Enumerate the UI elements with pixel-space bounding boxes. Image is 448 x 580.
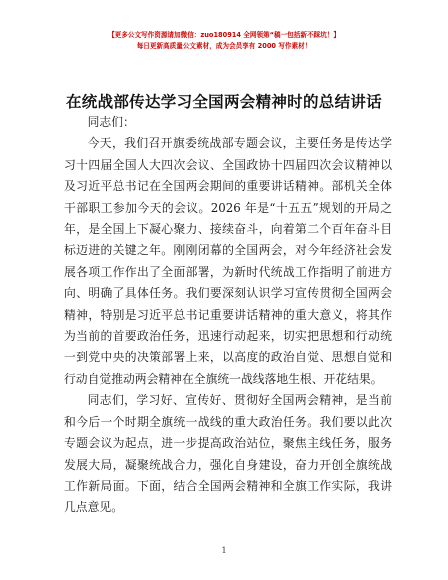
promo-banner-line-2: 每日更新高质量公文素材，成为会员享有 2000 写作素材！ (136, 42, 312, 50)
document-body (64, 112, 392, 519)
paragraph-2: 同志们，学习好、宣传好、贯彻好全国两会精神，是当前和今后一个时期全旗统一战线的重大政治任务。我们要以此次专题会议为起点，进一步提高政治站位，聚焦主线任务，服务发展大局，凝聚统战合力，强化自身建设，奋力开创全旗统战工作新局面。下面，结合全国两会精神和全旗工作实际，我讲几点意见。 (64, 393, 392, 515)
page-number: 1 (221, 546, 227, 555)
promo-banner-line-1: 【更多公文写作资源请加微信：zuo180914 全网领第“稿一包括新不踩坑！】 (108, 31, 340, 39)
promo-banner (0, 30, 448, 52)
salutation: 同志们： (87, 115, 135, 129)
document-title: 在统战部传达学习全国两会精神时的总结讲话 (65, 93, 382, 111)
paragraph-1: 今天，我们召开旗委统战部专题会议，主要任务是传达学习十四届全国人大四次会议、全国政协十四届四次会议精神以及习近平总书记在全国两会期间的重要讲话精神。部机关全体干部职工参加今天的会议。2026 年是“十五五”规划的开局之年，是全国上下凝心聚力、接续奋斗，向着第二个百年奋斗目标迈进的关键之年。刚刚闭幕的全国两会，对今年经济社会发展各项工作作出了全面部署，为新时代统战工作指明了前进方向、明确了具体任务。我们要深刻认识学习宣传贯彻全国两会精神，特别是习近平总书记重要讲话精神的重大意义，将其作为当前的首要政治任务，迅速行动起来，切实把思想和行动统一到党中央的决策部署上来，以高度的政治自觉、思想自觉和行动自觉推动两会精神在全旗统一战线落地生根、开花结果。 (64, 136, 392, 386)
